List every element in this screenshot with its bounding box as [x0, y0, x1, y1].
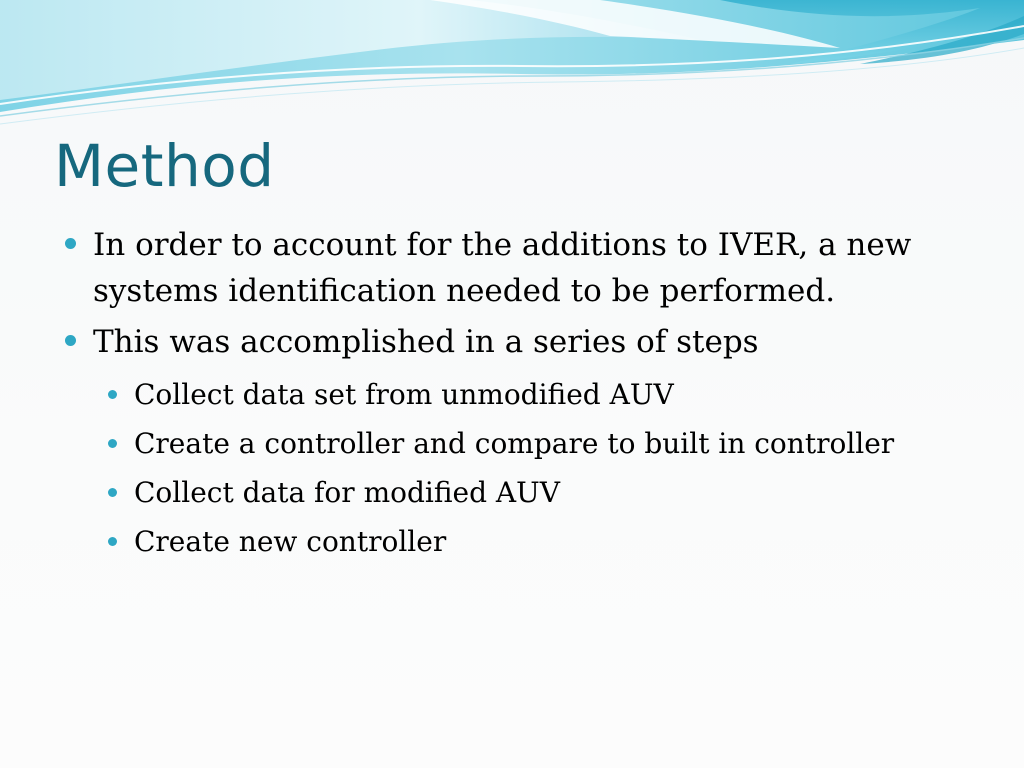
bullet-list [60, 222, 960, 365]
sub-bullet-text: Create new controller [134, 525, 447, 558]
bullet-text: This was accomplished in a series of steps [93, 324, 759, 360]
wave-header-decoration [0, 0, 1024, 130]
sub-bullet-text: Collect data set from unmodified AUV [134, 378, 674, 411]
sub-bullet-item [60, 517, 960, 566]
bullet-dot-icon [65, 238, 76, 249]
sub-bullet-dot-icon [108, 390, 117, 399]
sub-bullet-dot-icon [108, 488, 117, 497]
bullet-item [60, 319, 960, 365]
sub-bullet-item [60, 370, 960, 419]
slide-title: Method [54, 132, 275, 200]
sub-bullet-text: Collect data for modified AUV [134, 476, 560, 509]
sub-bullet-dot-icon [108, 439, 117, 448]
slide-content [60, 222, 960, 566]
bullet-dot-icon [65, 335, 76, 346]
sub-bullet-list [60, 370, 960, 566]
sub-bullet-dot-icon [108, 537, 117, 546]
bullet-item [60, 222, 960, 314]
sub-bullet-item [60, 419, 960, 468]
sub-bullet-text: Create a controller and compare to built in controller [134, 427, 895, 460]
sub-bullet-item [60, 468, 960, 517]
bullet-text: In order to account for the additions to IVER, a new systems identification needed to be performed. [93, 227, 912, 309]
